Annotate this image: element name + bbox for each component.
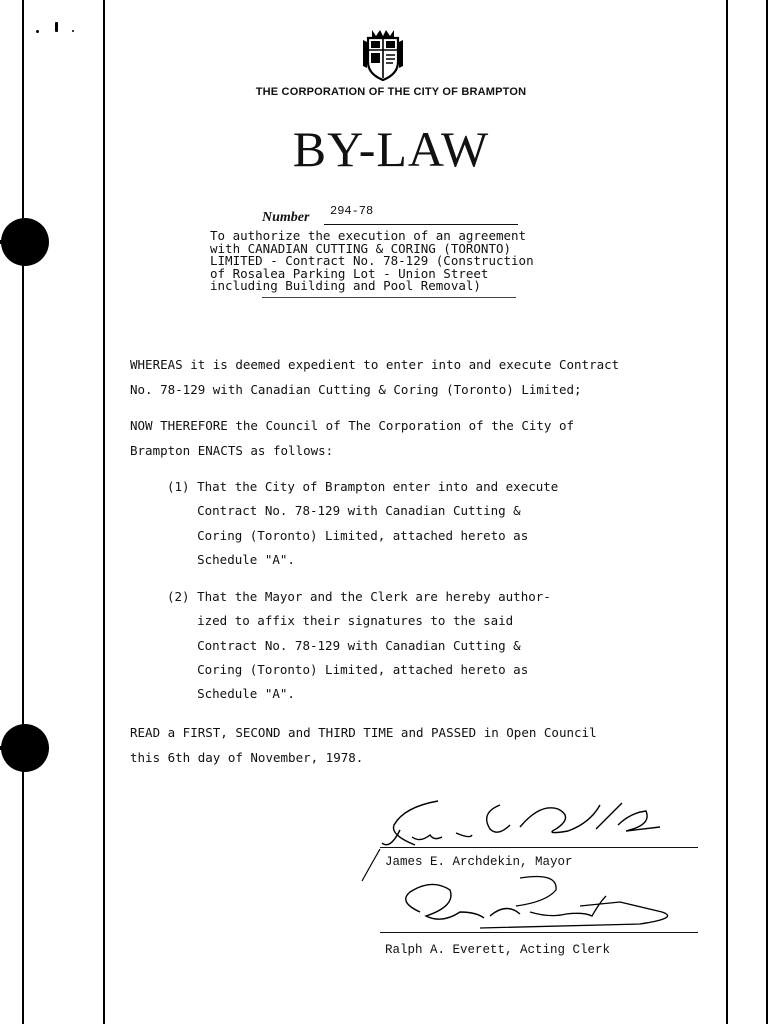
text-line: (2) That the Mayor and the Clerk are hereby author-: [167, 589, 551, 604]
clerk-name: Ralph A. Everett, Acting Clerk: [385, 943, 611, 957]
scan-speck: [55, 22, 58, 32]
binder-hole: [1, 724, 49, 772]
purpose-line: of Rosalea Parking Lot - Union Street: [210, 265, 489, 281]
text-line: this 6th day of November, 1978.: [130, 750, 364, 765]
clause-1: [167, 475, 558, 572]
text-line: ized to affix their signatures to the said: [167, 613, 514, 629]
text-line: Coring (Toronto) Limited, attached hereto as: [167, 661, 529, 677]
purpose-line: LIMITED - Contract No. 78-129 (Construction: [210, 253, 534, 268]
clerk-signature-line: [380, 932, 698, 933]
read-paragraph: [130, 720, 597, 770]
mayor-name: James E. Archdekin, Mayor: [385, 855, 573, 869]
binder-hole: [1, 218, 49, 266]
purpose-line: To authorize the execution of an agreement: [210, 228, 527, 243]
mayor-signature-line: [380, 847, 698, 848]
text-line: Schedule "A".: [167, 686, 295, 702]
text-line: READ a FIRST, SECOND and THIRD TIME and PASSED in Open Council: [130, 725, 597, 740]
purpose-line: with CANADIAN CUTTING & CORING (TORONTO): [210, 240, 512, 256]
text-line: WHEREAS it is deemed expedient to enter into and execute Contract: [130, 357, 620, 372]
purpose-underline: [262, 297, 516, 298]
bylaw-number: 294-78: [330, 204, 374, 218]
corporation-name: THE CORPORATION OF THE CITY OF BRAMPTON: [255, 86, 527, 98]
purpose-line: including Building and Pool Removal): [210, 278, 481, 293]
text-line: Coring (Toronto) Limited, attached hereto as: [167, 527, 529, 543]
scan-speck: [72, 30, 74, 32]
clause-2: [167, 585, 551, 706]
now-therefore-paragraph: [130, 413, 574, 463]
text-line: Brampton ENACTS as follows:: [130, 443, 334, 458]
text-line: Contract No. 78-129 with Canadian Cutting &: [167, 637, 521, 653]
page-title: BY-LAW: [292, 121, 490, 177]
text-line: (1) That the City of Brampton enter into and execute: [167, 479, 559, 494]
text-line: No. 78-129 with Canadian Cutting & Coring (Toronto) Limited;: [130, 382, 582, 397]
bylaw-number-row: [262, 204, 522, 226]
whereas-paragraph: [130, 352, 619, 402]
scan-speck: [36, 30, 39, 33]
text-line: NOW THEREFORE the Council of The Corporation of the City of: [130, 418, 575, 433]
bylaw-purpose: [210, 230, 534, 293]
number-label: Number: [262, 210, 310, 225]
city-crest-icon: [362, 28, 404, 82]
text-line: Schedule "A".: [167, 551, 295, 567]
text-line: Contract No. 78-129 with Canadian Cutting &: [167, 503, 521, 519]
number-underline: [324, 224, 518, 225]
